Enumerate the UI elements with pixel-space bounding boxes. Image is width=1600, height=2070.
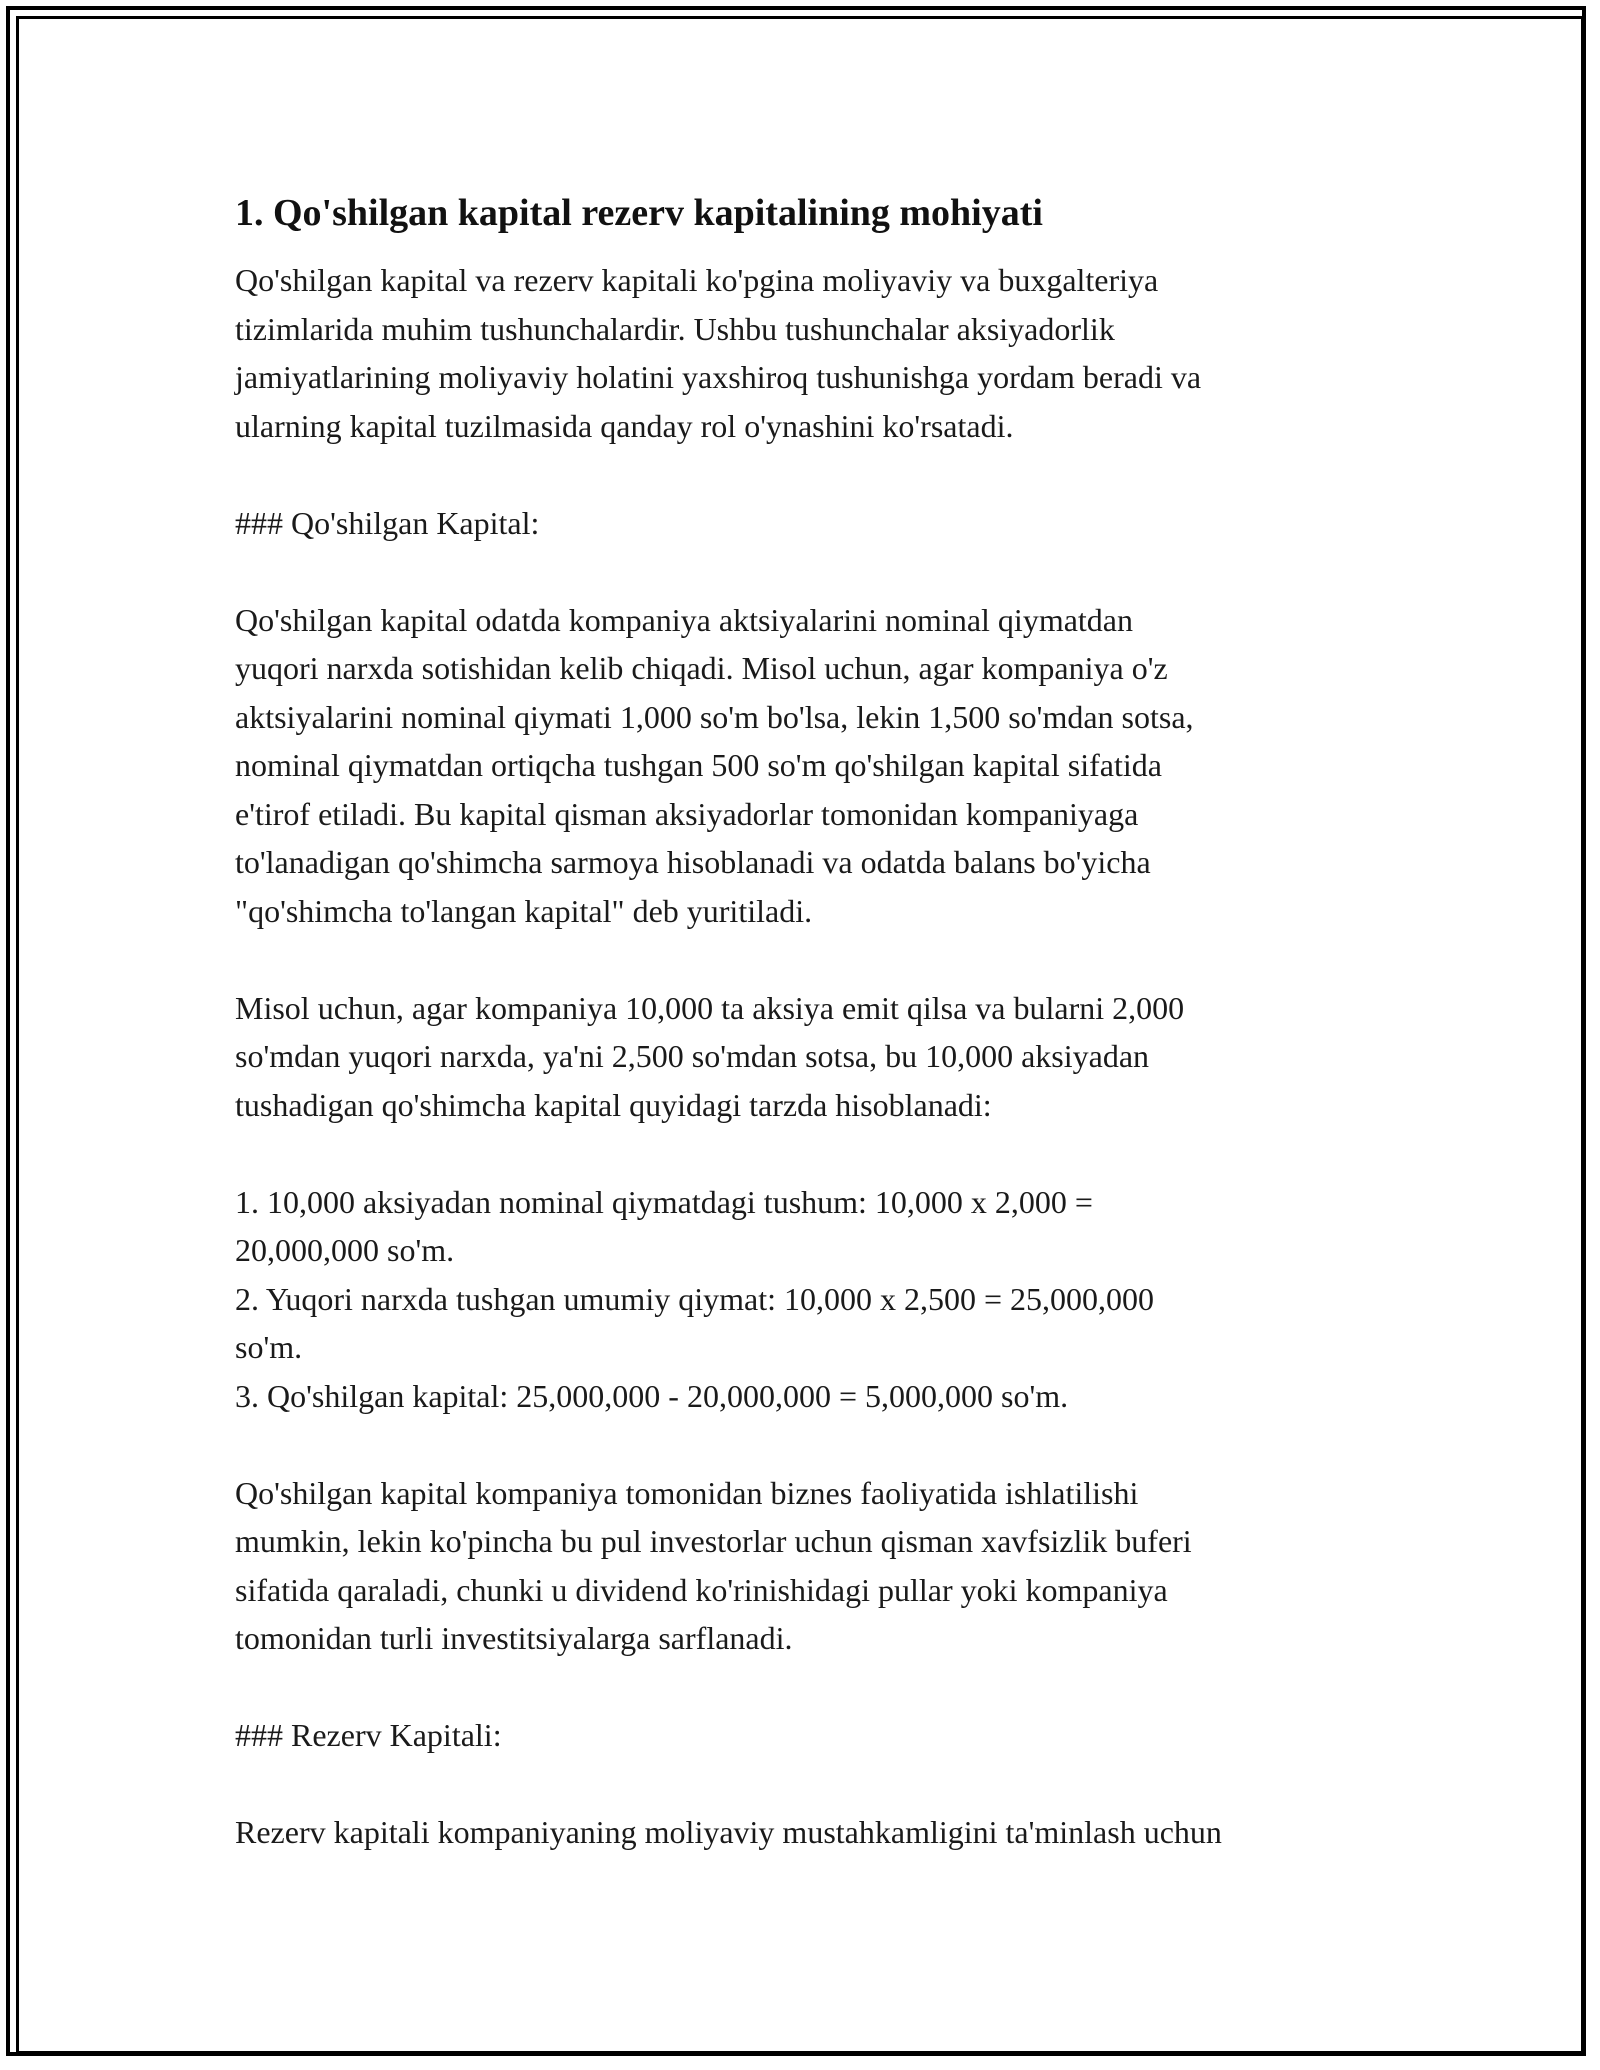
section-heading-qoshilgan-kapital: ### Qo'shilgan Kapital:: [235, 504, 540, 541]
section-heading-rezerv-kapitali: ### Rezerv Kapitali:: [235, 1717, 502, 1753]
example-paragraph: Misol uchun, agar kompaniya 10,000 ta aksiya emit qilsa va bularni 2,000 so'mdan yuqori narxda, ya'ni 2,500 so'mdan sotsa, bu 10,000 aksiyadan tushadigan qo'shimcha kapital quyidagi tarzda hisoblanadi:: [235, 989, 1185, 1123]
rezerv-kapitali-paragraph: Rezerv kapitali kompaniyaning moliyaviy mustahkamligini ta'minlash uchun: [235, 1814, 1222, 1850]
document-title: 1. Qo'shilgan kapital rezerv kapitalining mohiyati: [235, 192, 1043, 234]
qoshilgan-kapital-paragraph: Qo'shilgan kapital odatda kompaniya aktsiyalarini nominal qiymatdan yuqori narxda sotishidan kelib chiqadi. Misol uchun, agar kompaniya o'z aktsiyalarini nominal qiymati 1,000 so'm bo'lsa, lekin 1,500 so'mdan sotsa, nominal qiymatdan ortiqcha tushgan 500 so'm qo'shilgan kapital sifatida e'tirof etiladi. Bu kapital qisman aksiyadorlar tomonidan kompaniyaga to'lanadigan qo'shimcha sarmoya hisoblanadi va odatda balans bo'yicha "qo'shimcha to'langan kapital" deb yuritiladi.: [235, 601, 1194, 929]
intro-paragraph: Qo'shilgan kapital va rezerv kapitali ko'pgina moliyaviy va buxgalteriya tizimlarida muhim tushunchalardir. Ushbu tushunchalar aksiyadorlik jamiyatlarining moliyaviy holatini yaxshiroq tushunishga yordam beradi va ularning kapital tuzilmasida qanday rol o'ynashini ko'rsatadi.: [235, 262, 1202, 444]
calculation-list: 1. 10,000 aksiyadan nominal qiymatdagi tushum: 10,000 x 2,000 = 20,000,000 so'm. 2. Yuqori narxda tushgan umumiy qiymat: 10,000 x 2,500 = 25,000,000 so'm. 3. Qo'shilgan kapital: 25,000,000 - 20,000,000 = 5,000,000 so'm.: [235, 1183, 1155, 1414]
usage-paragraph: Qo'shilgan kapital kompaniya tomonidan biznes faoliyatida ishlatilishi mumkin, lekin ko'pincha bu pul investorlar uchun qisman xavfsizlik buferi sifatida qaraladi, chunki u dividend ko'rinishidagi pullar yoki kompaniya tomonidan turli investitsiyalarga sarflanadi.: [235, 1474, 1192, 1656]
document-body: [235, 188, 1415, 1857]
